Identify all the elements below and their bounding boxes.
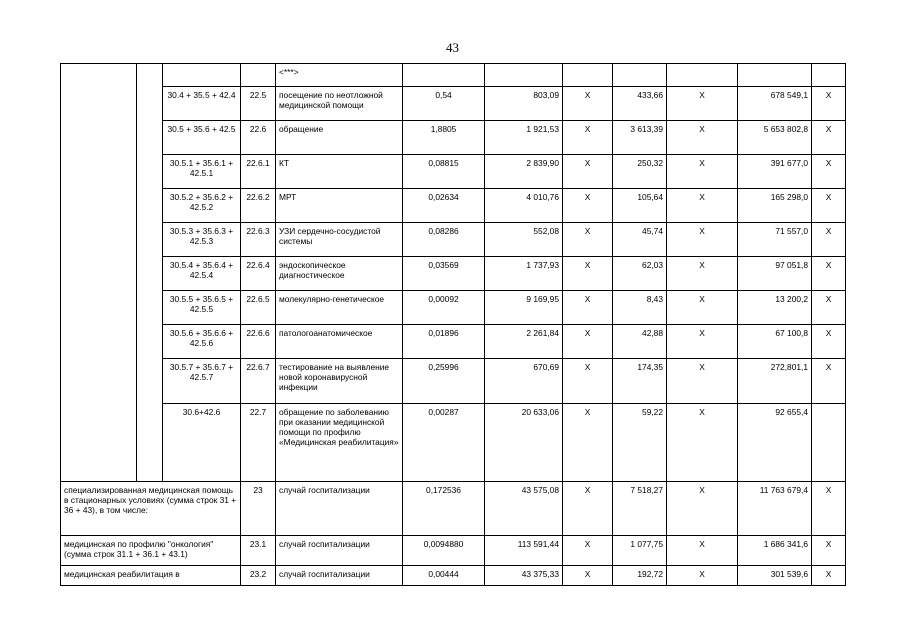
row-x3: X — [812, 223, 846, 257]
row-val2: 5 653 802,8 — [738, 121, 812, 155]
row-name: специализированная медицинская помощь в стационарных условиях (сумма строк 31 + 36 + 43), в том числе: — [61, 482, 241, 536]
row-ids: 30.5.3 + 35.6.3 + 42.5.3 — [163, 223, 241, 257]
row-cost: 20 633,06 — [485, 404, 563, 482]
table-row — [61, 536, 846, 566]
row-unit: случай госпитализации — [276, 536, 403, 566]
row-x1: X — [563, 291, 613, 325]
table-row — [61, 223, 846, 257]
table-row — [61, 121, 846, 155]
row-x2: X — [667, 87, 738, 121]
row-cost: 43 375,33 — [485, 566, 563, 586]
row-cost: 803,09 — [485, 87, 563, 121]
row-val2: 272,801,1 — [738, 359, 812, 404]
row-x3 — [812, 404, 846, 482]
row-x1: X — [563, 87, 613, 121]
table-row — [61, 359, 846, 404]
row-code: 22.6.2 — [241, 189, 276, 223]
row-cost: 2 839,90 — [485, 155, 563, 189]
row-val2: 11 763 679,4 — [738, 482, 812, 536]
row-ids: 30.5.7 + 35.6.7 + 42.5.7 — [163, 359, 241, 404]
row-x2: X — [667, 536, 738, 566]
row-x2: X — [667, 121, 738, 155]
row-x1: X — [563, 189, 613, 223]
row-code: 22.6.6 — [241, 325, 276, 359]
row-norm: 0,0094880 — [403, 536, 485, 566]
row-unit: случай госпитализации — [276, 482, 403, 536]
row-norm: 0,25996 — [403, 359, 485, 404]
row-code: 23.2 — [241, 566, 276, 586]
row-unit: КТ — [276, 155, 403, 189]
row-cost: 4 010,76 — [485, 189, 563, 223]
row-val2: 92 655,4 — [738, 404, 812, 482]
row-cost: 1 921,53 — [485, 121, 563, 155]
row-val1: 42,88 — [613, 325, 667, 359]
table-row — [61, 189, 846, 223]
row-x2 — [667, 64, 738, 87]
row-code: 22.6.3 — [241, 223, 276, 257]
table-row — [61, 87, 846, 121]
row-unit: <***> — [276, 64, 403, 87]
row-cost: 113 591,44 — [485, 536, 563, 566]
row-x2: X — [667, 566, 738, 586]
row-x1: X — [563, 257, 613, 291]
row-val2: 678 549,1 — [738, 87, 812, 121]
row-x1: X — [563, 155, 613, 189]
table-row — [61, 325, 846, 359]
row-x3: X — [812, 87, 846, 121]
blank-cell — [61, 64, 137, 482]
row-x3 — [812, 64, 846, 87]
row-unit: обращение — [276, 121, 403, 155]
row-x3: X — [812, 482, 846, 536]
row-norm: 0,08815 — [403, 155, 485, 189]
row-norm: 0,01896 — [403, 325, 485, 359]
row-ids: 30.5.2 + 35.6.2 + 42.5.2 — [163, 189, 241, 223]
row-x1 — [563, 64, 613, 87]
row-x2: X — [667, 404, 738, 482]
row-norm: 0,08286 — [403, 223, 485, 257]
row-x2: X — [667, 359, 738, 404]
row-x1: X — [563, 325, 613, 359]
row-x1: X — [563, 566, 613, 586]
row-x2: X — [667, 257, 738, 291]
table-row — [61, 64, 846, 87]
row-x3: X — [812, 359, 846, 404]
row-x2: X — [667, 223, 738, 257]
row-val2: 97 051,8 — [738, 257, 812, 291]
row-cost: 2 261,84 — [485, 325, 563, 359]
row-unit: патологоанатомическое — [276, 325, 403, 359]
row-val2 — [738, 64, 812, 87]
row-unit: эндоскопическое диагностическое — [276, 257, 403, 291]
row-ids: 30.5.5 + 35.6.5 + 42.5.5 — [163, 291, 241, 325]
row-x2: X — [667, 291, 738, 325]
row-name: медицинская реабилитация в — [61, 566, 241, 586]
row-unit: УЗИ сердечно-сосудистой системы — [276, 223, 403, 257]
row-norm — [403, 64, 485, 87]
row-code: 23.1 — [241, 536, 276, 566]
row-val1: 105,64 — [613, 189, 667, 223]
row-norm: 0,172536 — [403, 482, 485, 536]
row-cost: 552,08 — [485, 223, 563, 257]
row-cost — [485, 64, 563, 87]
row-ids: 30.6+42.6 — [163, 404, 241, 482]
row-x3: X — [812, 257, 846, 291]
row-val2: 165 298,0 — [738, 189, 812, 223]
table-row — [61, 257, 846, 291]
row-val1 — [613, 64, 667, 87]
row-ids: 30.4 + 35.5 + 42.4 — [163, 87, 241, 121]
row-code: 22.6.1 — [241, 155, 276, 189]
row-x3: X — [812, 155, 846, 189]
row-x1: X — [563, 121, 613, 155]
row-norm: 0,00287 — [403, 404, 485, 482]
row-cost: 43 575,08 — [485, 482, 563, 536]
row-norm: 0,54 — [403, 87, 485, 121]
row-ids: 30.5.1 + 35.6.1 + 42.5.1 — [163, 155, 241, 189]
row-val2: 1 686 341,6 — [738, 536, 812, 566]
row-x1: X — [563, 359, 613, 404]
row-unit: тестирование на выявление новой коронавирусной инфекции — [276, 359, 403, 404]
row-x1: X — [563, 482, 613, 536]
row-code: 23 — [241, 482, 276, 536]
row-x2: X — [667, 189, 738, 223]
row-code: 22.6 — [241, 121, 276, 155]
row-name: медицинская по профилю "онкология" (сумма строк 31.1 + 36.1 + 43.1) — [61, 536, 241, 566]
row-norm: 0,03569 — [403, 257, 485, 291]
row-norm: 0,00092 — [403, 291, 485, 325]
row-x3: X — [812, 536, 846, 566]
row-val2: 301 539,6 — [738, 566, 812, 586]
table-row — [61, 291, 846, 325]
row-val1: 8,43 — [613, 291, 667, 325]
row-cost: 670,69 — [485, 359, 563, 404]
row-x1: X — [563, 536, 613, 566]
row-val1: 59,22 — [613, 404, 667, 482]
row-ids: 30.5.6 + 35.6.6 + 42.5.6 — [163, 325, 241, 359]
row-x2: X — [667, 155, 738, 189]
row-ids: 30.5 + 35.6 + 42.5 — [163, 121, 241, 155]
row-val1: 174,35 — [613, 359, 667, 404]
row-unit: молекулярно-генетическое — [276, 291, 403, 325]
page-number: 43 — [446, 40, 459, 55]
row-val1: 62,03 — [613, 257, 667, 291]
row-code: 22.6.4 — [241, 257, 276, 291]
row-x3: X — [812, 121, 846, 155]
row-val1: 250,32 — [613, 155, 667, 189]
row-x1: X — [563, 404, 613, 482]
row-val1: 1 077,75 — [613, 536, 667, 566]
row-val1: 192,72 — [613, 566, 667, 586]
row-x2: X — [667, 482, 738, 536]
row-val2: 391 677,0 — [738, 155, 812, 189]
row-val1: 7 518,27 — [613, 482, 667, 536]
blank-cell — [137, 64, 163, 482]
table-row — [61, 566, 846, 586]
row-ids: 30.5.4 + 35.6.4 + 42.5.4 — [163, 257, 241, 291]
row-code: 22.6.7 — [241, 359, 276, 404]
row-unit: МРТ — [276, 189, 403, 223]
row-norm: 0,00444 — [403, 566, 485, 586]
row-val1: 3 613,39 — [613, 121, 667, 155]
healthcare-cost-table — [60, 63, 846, 586]
row-cost: 1 737,93 — [485, 257, 563, 291]
row-ids — [163, 64, 241, 87]
row-cost: 9 169,95 — [485, 291, 563, 325]
row-x3: X — [812, 325, 846, 359]
row-x1: X — [563, 223, 613, 257]
row-norm: 1,8805 — [403, 121, 485, 155]
row-unit: обращение по заболеванию при оказании медицинской помощи по профилю «Медицинская реабилитация» — [276, 404, 403, 482]
row-code: 22.7 — [241, 404, 276, 482]
row-code — [241, 64, 276, 87]
row-code: 22.6.5 — [241, 291, 276, 325]
table-row — [61, 404, 846, 482]
row-code: 22.5 — [241, 87, 276, 121]
row-val1: 45,74 — [613, 223, 667, 257]
row-val1: 433,66 — [613, 87, 667, 121]
row-x3: X — [812, 291, 846, 325]
row-norm: 0,02634 — [403, 189, 485, 223]
row-x2: X — [667, 325, 738, 359]
row-val2: 71 557,0 — [738, 223, 812, 257]
table-row — [61, 155, 846, 189]
row-val2: 67 100,8 — [738, 325, 812, 359]
table-row — [61, 482, 846, 536]
row-x3: X — [812, 189, 846, 223]
row-val2: 13 200,2 — [738, 291, 812, 325]
row-unit: случай госпитализации — [276, 566, 403, 586]
row-unit: посещение по неотложной медицинской помощи — [276, 87, 403, 121]
row-x3: X — [812, 566, 846, 586]
table-body — [61, 64, 846, 586]
